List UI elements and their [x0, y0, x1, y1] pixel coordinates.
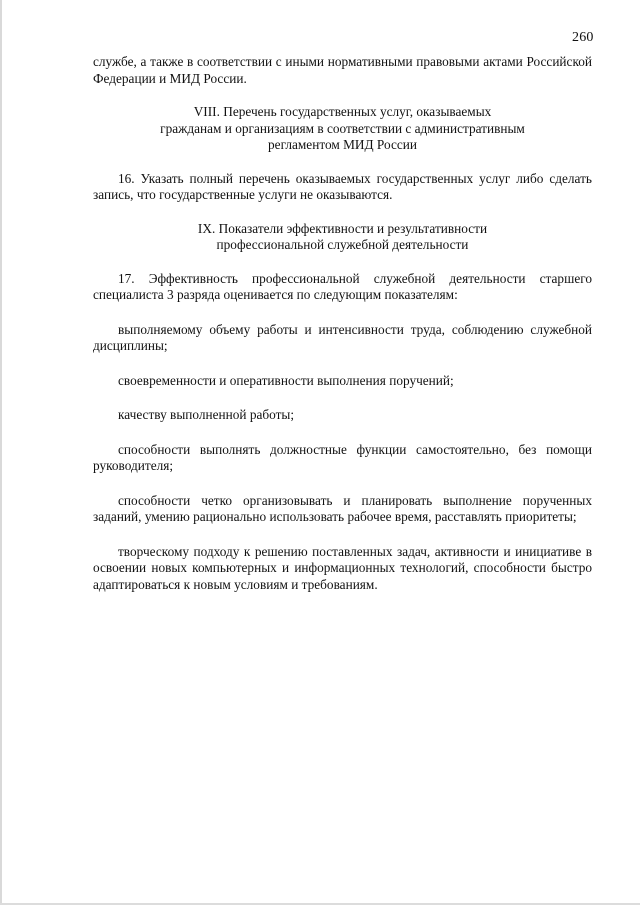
list-item: творческому подходу к решению поставленных задач, активности и инициативе в освоении новых компьютерных и информационных технологий, способности быстро адаптироваться к новым условиям и требованиям. — [93, 543, 592, 592]
document-body — [93, 54, 592, 593]
list-item: выполняемому объему работы и интенсивности труда, соблюдению служебной дисциплины; — [93, 321, 592, 353]
section-heading-ix — [93, 221, 592, 254]
paragraph-17-line-1: 17. Эффективность профессиональной служебной деятельности старшего — [118, 270, 592, 286]
list-item: способности выполнять должностные функции самостоятельно, без помощи руководителя; — [93, 441, 592, 473]
paragraph-intro: службе, а также в соответствии с иными нормативными правовыми актами Российской Федерации и МИД России. — [93, 54, 592, 86]
page-number: 260 — [572, 30, 594, 45]
heading-viii-line-1: VIII. Перечень государственных услуг, оказываемых — [193, 104, 492, 119]
list-item: качеству выполненной работы; — [118, 407, 295, 422]
heading-ix-line-1: IX. Показатели эффективности и результативности — [197, 220, 488, 236]
section-heading-viii — [93, 104, 592, 154]
scan-edge-left — [0, 0, 2, 905]
list-item: способности четко организовывать и планировать выполнение порученных заданий, умению рационально использовать рабочее время, расставлять приоритеты; — [93, 492, 592, 524]
heading-ix-line-2: профессиональной служебной деятельности — [216, 237, 469, 252]
heading-viii-line-3: регламентом МИД России — [268, 137, 417, 152]
list-item: своевременности и оперативности выполнения поручений; — [118, 372, 454, 388]
paragraph-17-line-2: специалиста 3 разряда оценивается по следующим показателям: — [93, 287, 458, 302]
heading-viii-line-2: гражданам и организациям в соответствии с административным — [160, 120, 525, 136]
paragraph-17 — [93, 271, 592, 304]
paragraph-16: 16. Указать полный перечень оказываемых государственных услуг либо сделать запись, что государственные услуги не оказываются. — [93, 170, 592, 202]
